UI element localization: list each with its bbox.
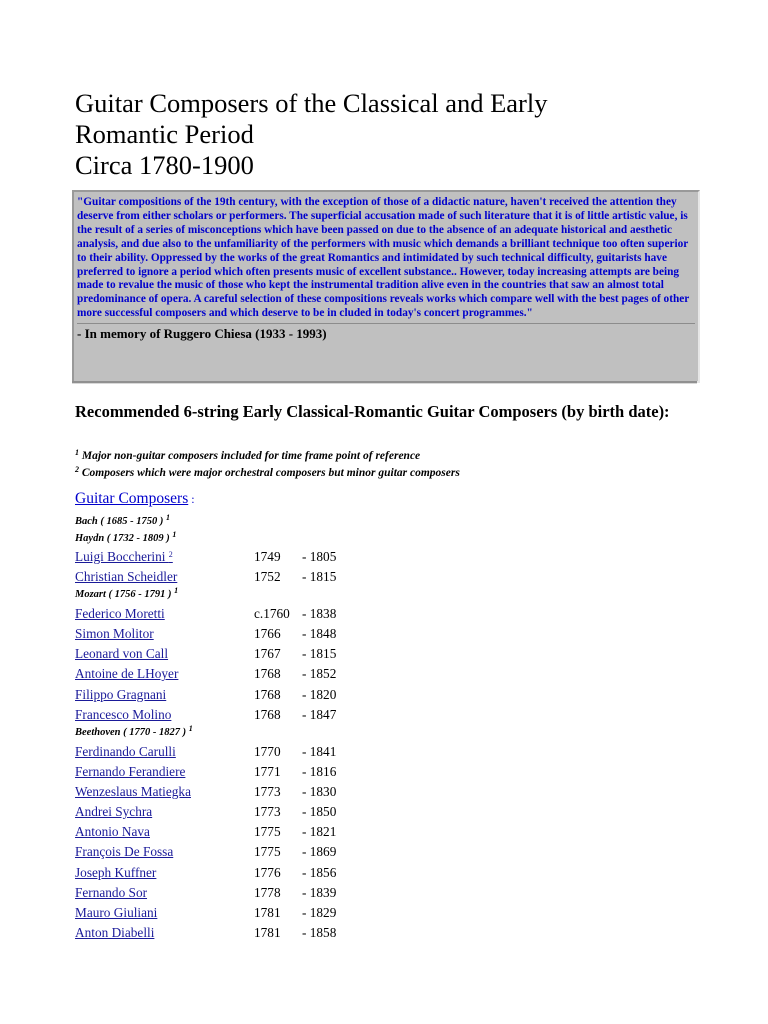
footnotes xyxy=(75,448,695,482)
composer-row xyxy=(75,802,475,822)
footnote-text: Composers which were major orchestral composers but minor guitar composers xyxy=(81,467,460,479)
birth-year: 1749 xyxy=(254,549,281,564)
birth-year: 1752 xyxy=(254,569,281,585)
birth-year: 1766 xyxy=(254,626,281,642)
composer-name: Simon Molitor xyxy=(75,626,154,642)
death-year: - 1858 xyxy=(302,925,337,941)
death-year: - 1815 xyxy=(302,646,337,662)
footnote-mark: 2 xyxy=(168,550,173,559)
death-year: - 1815 xyxy=(302,569,337,585)
composer-name: Ferdinando Carulli xyxy=(75,743,176,759)
reference-composer-row xyxy=(75,725,475,742)
quote-attribution: - In memory of Ruggero Chiesa (1933 - 1993) xyxy=(77,323,695,341)
composer-row xyxy=(75,705,475,725)
composer-link[interactable] xyxy=(75,802,152,822)
quote-box xyxy=(72,190,700,383)
composer-name: Wenzeslaus Matiegka xyxy=(75,783,191,799)
composer-link[interactable] xyxy=(75,624,154,644)
death-year: - 1805 xyxy=(302,549,337,564)
composer-row xyxy=(75,782,475,802)
composer-link[interactable] xyxy=(75,822,150,842)
composer-name: Antoine de LHoyer xyxy=(75,666,179,682)
composer-link[interactable] xyxy=(75,705,171,725)
composer-name: François De Fossa xyxy=(75,844,174,860)
birth-year: 1781 xyxy=(254,925,281,941)
composer-row xyxy=(75,863,475,883)
composer-row xyxy=(75,822,475,842)
birth-year: 1767 xyxy=(254,646,281,662)
death-year: - 1830 xyxy=(302,783,337,799)
composer-link[interactable] xyxy=(75,863,156,883)
composer-name: Federico Moretti xyxy=(75,605,165,621)
composer-row xyxy=(75,923,475,943)
composer-row xyxy=(75,567,475,587)
footnote-mark: 1 xyxy=(75,448,79,457)
death-year: - 1852 xyxy=(302,666,337,682)
composer-row xyxy=(75,883,475,903)
composer-link[interactable] xyxy=(75,842,173,862)
quote-text: "Guitar compositions of the 19th century, with the exception of those of a didactic nature, haven't received the attention they deserve from either scholars or performers. The superficial accusation made of such literature that it is of little artistic value, is the result of a series of misconceptions which have been passed on due to the absence of an adequate historical and aesthetic analysis, and due also to the unfamiliarity of the performers with music which demands a brilliant technique too often superior to their ability. Oppressed by the works of the great Romantics and intimidated by such technical difficulty, guitarists have preferred to ignore a period which often presents music of excellent substance.. However, today increasing attempts are being made to revalue the music of those who kept the instrumental tradition alive even in the countries that saw an almost total predominance of opera. A careful selection of these compositions reveals works which compare well with the best pages of other more successful composers and which deserve to be in cluded in today's concert programmes." xyxy=(77,196,690,320)
birth-year: 1771 xyxy=(254,763,281,779)
footnote-mark: 2 xyxy=(75,465,79,474)
composer-name: Fernando Sor xyxy=(75,884,148,900)
page-title xyxy=(75,88,715,181)
composer-name: Luigi Boccherini xyxy=(75,549,166,564)
list-header xyxy=(75,490,195,508)
birth-year: 1770 xyxy=(254,743,281,759)
list-header-colon: : xyxy=(191,492,195,506)
composer-link[interactable] xyxy=(75,883,147,903)
composer-name: Antonio Nava xyxy=(75,824,150,840)
footnote xyxy=(75,465,695,482)
birth-year: c.1760 xyxy=(254,605,290,621)
footnote-text: Major non-guitar composers included for time frame point of reference xyxy=(81,450,421,462)
composer-name: Filippo Gragnani xyxy=(75,686,167,702)
reference-composer-row xyxy=(75,531,475,548)
composer-link[interactable] xyxy=(75,604,165,624)
composer-row xyxy=(75,664,475,684)
birth-year: 1781 xyxy=(254,905,281,920)
composer-link[interactable] xyxy=(75,685,166,705)
composer-name: Andrei Sychra xyxy=(75,804,153,820)
birth-year: 1768 xyxy=(254,686,281,702)
death-year: - 1816 xyxy=(302,763,337,779)
birth-year: 1773 xyxy=(254,804,281,820)
composer-row xyxy=(75,685,475,705)
composer-row xyxy=(75,842,475,862)
composer-link[interactable] xyxy=(75,923,154,943)
composer-name: Christian Scheidler xyxy=(75,569,178,585)
birth-year: 1778 xyxy=(254,884,281,900)
reference-composer-row xyxy=(75,587,475,604)
death-year: - 1847 xyxy=(302,706,337,722)
footnote-mark: 1 xyxy=(174,586,179,596)
birth-year: 1776 xyxy=(254,864,281,880)
footnote-mark: 1 xyxy=(172,529,177,539)
composer-link[interactable] xyxy=(75,644,168,664)
death-year: - 1839 xyxy=(302,884,337,900)
divider xyxy=(72,381,697,384)
birth-year: 1768 xyxy=(254,666,281,682)
birth-year: 1775 xyxy=(254,824,281,840)
composer-row xyxy=(75,644,475,664)
composer-name: Joseph Kuffner xyxy=(75,864,157,880)
composer-row xyxy=(75,547,475,567)
guitar-composers-link[interactable]: Guitar Composers xyxy=(75,490,189,507)
composer-link[interactable] xyxy=(75,547,173,567)
footnote-mark: 1 xyxy=(166,513,170,522)
page-title-subtitle: Circa 1780-1900 xyxy=(75,150,254,180)
reference-composer: Beethoven ( 1770 - 1827 ) xyxy=(75,727,187,738)
composer-row xyxy=(75,604,475,624)
composer-name: Francesco Molino xyxy=(75,706,172,722)
composer-row xyxy=(75,742,475,762)
footnote xyxy=(75,448,695,465)
footnote-mark: 1 xyxy=(188,724,193,733)
composer-row xyxy=(75,762,475,782)
birth-year: 1768 xyxy=(254,706,281,722)
section-heading: Recommended 6-string Early Classical-Romantic Guitar Composers (by birth date): xyxy=(75,402,670,421)
death-year: - 1820 xyxy=(302,686,337,702)
composer-link[interactable] xyxy=(75,782,191,802)
composer-link[interactable] xyxy=(75,664,178,684)
composer-name: Leonard von Call xyxy=(75,646,169,662)
reference-composer: Bach ( 1685 - 1750 ) xyxy=(75,516,164,527)
birth-year: 1773 xyxy=(254,783,281,799)
death-year: - 1838 xyxy=(302,605,337,621)
death-year: - 1821 xyxy=(302,824,337,840)
death-year: - 1848 xyxy=(302,626,337,642)
death-year: - 1829 xyxy=(302,905,337,920)
composer-row xyxy=(75,903,475,923)
composer-link[interactable] xyxy=(75,762,185,782)
page-title-line: Romantic Period xyxy=(75,119,254,149)
page-title-line: Guitar Composers of the Classical and Early xyxy=(75,88,548,118)
composer-name: Anton Diabelli xyxy=(75,925,155,941)
composer-link[interactable] xyxy=(75,742,176,762)
composer-link[interactable] xyxy=(75,903,157,923)
death-year: - 1841 xyxy=(302,743,337,759)
composer-link[interactable] xyxy=(75,567,177,587)
reference-composer: Mozart ( 1756 - 1791 ) xyxy=(75,589,172,601)
death-year: - 1869 xyxy=(302,844,337,860)
composer-list xyxy=(75,514,475,943)
death-year: - 1856 xyxy=(302,864,337,880)
death-year: - 1850 xyxy=(302,804,337,820)
birth-year: 1775 xyxy=(254,844,281,860)
composer-name: Fernando Ferandiere xyxy=(75,763,186,779)
reference-composer-row xyxy=(75,514,475,531)
composer-row xyxy=(75,624,475,644)
composer-name: Mauro Giuliani xyxy=(75,905,158,920)
reference-composer: Haydn ( 1732 - 1809 ) xyxy=(75,532,170,544)
